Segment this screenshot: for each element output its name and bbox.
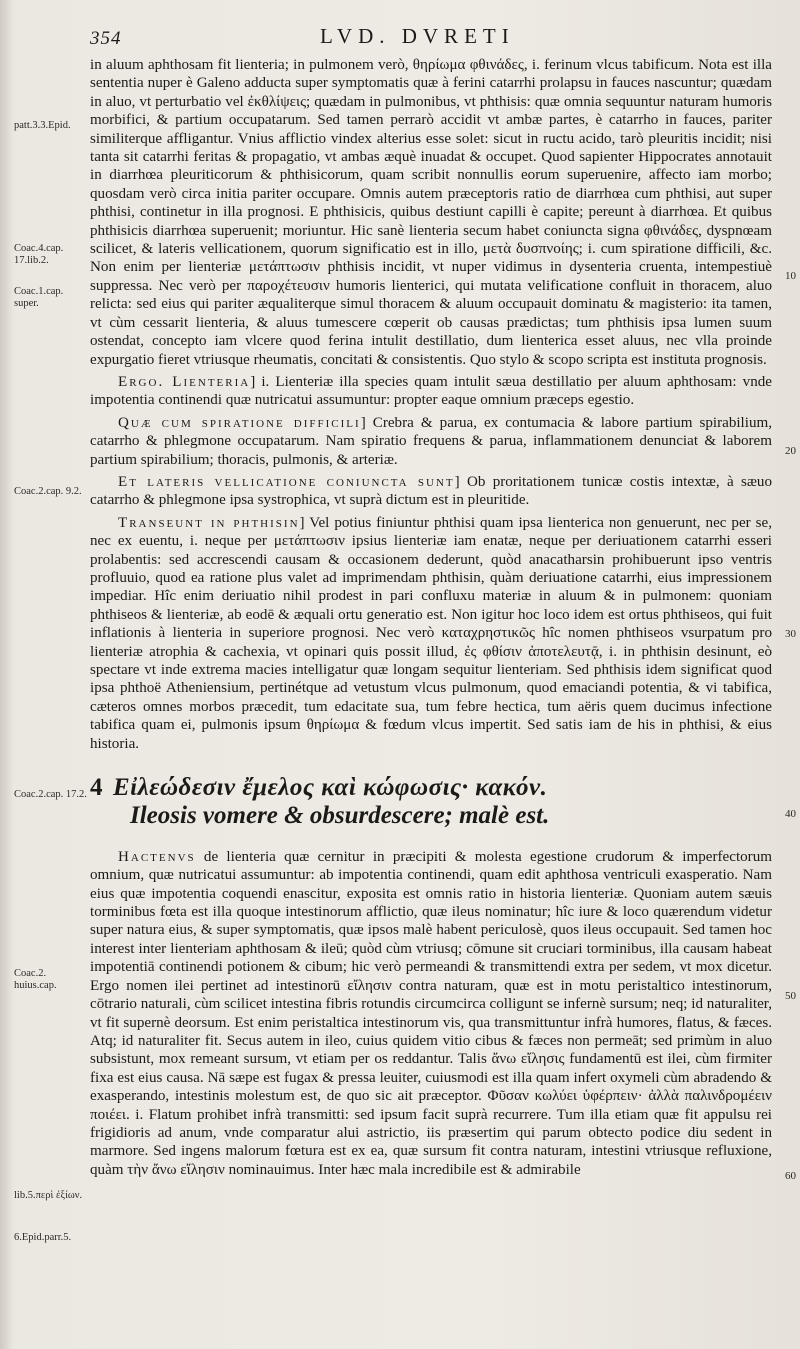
aphorism-number: 4 (90, 774, 103, 802)
margin-note: patt.3.3.Epid. (14, 120, 71, 131)
line-number: 20 (785, 445, 796, 457)
lemma: Hactenvs (118, 848, 196, 865)
line-number: 40 (785, 808, 796, 820)
paragraph (90, 514, 772, 753)
line-number: 60 (785, 1170, 796, 1182)
lemma: Quæ cum spiratione difficili (118, 414, 361, 431)
paragraph (90, 414, 772, 469)
aphorism-heading-greek (90, 774, 772, 802)
commentary: de lienteria quæ cernitur in præcipiti & molesta egestione crudorum & imperfectorum omnium, quæ nutricatui assumuntur: ab impotentia continendi, quam edit aphthosa ventriculi exasperatio. Nam eius quæ impotentia coquendi enascitur, exposita est omnis ratio in historia lienteriæ. Quoniam autem sæuis torminibus fœta est illa quoque intestinorum afflictio, quæ ileus nominatur; hîc iure & loco quærendum videtur super natura eius, & super symptomatis, quæ ipsos malè habent periculosè, quos ileus occupauit. Sed tamen hoc interest inter lienteriam aphthosam & ileū; quòd cùm vtriusq; cōmune sit cruciari torminibus, illa causam habeat impotentiā continendi potionem & cibum; hic verò permeandi & transmittendi extra per sedem, vt mox dicetur. Ergo nomen ilei pertinet ad intestinorū εἴλησιν contra naturam, quæ est in motu peristaltico intestinorum, cōtrario naturali, cùm scilicet intestina fibris rotundis circumcirca colligunt se infernè sursum; neq; id naturaliter, vt fit supernè deorsum. Est enim peristaltica intestinorum vis, qua transmittuntur infrà humores, flatus, & fæces. Atq; id naturaliter fit. Secus autem in ileo, cuius quidem vitio cibus & fæces non permeāt; sed primùm in aluo subsistunt, mox remeant sursum, vt etiam per os reddantur. Talis ἄνω εἴλησις fundamentū est ilei, cùm firmiter fixa est eius causa. Nā sæpe est fugax & pressa leuiter, cuiusmodi est illa quam infert oxymeli cùm abradendo & exasperando, intestinis molestum est, de quo sic ait præceptor. Φῦσαν κωλύει ὑφέρπειν· ἀλλὰ παλινδρομέειν ποιέει. i. Flatum prohibet infrà transmitti: sed ipsum facit suprà recurrere. Tum illa etiam quæ fit appulsu rei frigidioris ad anum, vnde comparatur alui astrictio, iis præsertim qui parum obtecto podice diu sedent in marmore. Sed ingens malorum fœtura est ex ea, quæ sursum fit contra naturam, intestini vtriusque refluxione, quàm τὴν ἄνω εἴλησιν nominauimus. Inter hæc mala incredibile est & admirabile (90, 848, 772, 1178)
paragraph: in aluum aphthosam fit lienteria; in pulmonem verò, θηρίωμα φθινάδες, i. ferinum vlcus tabificum. Nota est illa sententia nuper è Galeno adducta super symptomatis quæ à ferini catarrhi prolapsu in fauces nascuntur; quædam in aluo, vt perturbatio vel ἐκθλίψεις; quædam in pulmonibus, vt phthisis: quæ omnia sequuntur naturam humoris morbifici, & partium occupatarum. Sed tamen perrarò accidit vt ambæ partes, è catarrho in fauces, pariter similiterque affligantur. Vnius afflictio vindex alterius esse solet: sicut in ructu acido, tarò pleuritis incidit; nisi tanta sit catarrhi feritas & propagatio, vt ambas æquè inuadat & occupet. Quod sapienter Hippocrates annotauit in diarrhœa pleuriticorum & phthisicorum, quam scribit nonnullis eorum superuenire, affecto iam morbo; quosdam verò circa initia pariter occupare. Omnis autem præceptoris ratio de diarrhœa cum phthisi, aut super phthisi, continetur in illa prognosi. E phthisicis, quibus destiunt capilli è capite; pereunt à diarrhœa. Et quibus phthisicis diarrhœa superuenit; moriuntur. Hic sanè lienteria secum habet coniuncta signa φθινάδες, dyspnœam scilicet, & lateris vellicationem, quorum significatio est in illo, μετὰ δυσπνοίης; i. cum spiratione difficili, &c. Non enim per lienteriæ μετάπτωσιν phthisis incidit, vt nuper vidimus in dysenteria cruenta, intempestiuè suppressa. Nec verò per παροχέτευσιν humoris lienterici, qui mutata velificatione confluit in thoracem, aluo relicta: sed eius qui pariter æqualiterque simul thoracem & aluum occupauit dominatu & magisterio: ita tamen, vt cùm cessarit lienteria, & aluus tumescere cœperit ob causas prædictas; tum phthisis ipsa lumen suum ostendat, concepto iam vlcere quod ferina intulit destillatio, dum lienterica esset aluus, nec vlla proinde expurgatio fieret vtriusque rheumatis, concitati & consistentis. Quo stylo & scopo scripta est instituta prognosis. (90, 57, 772, 368)
margin-note: Coac.1.cap. super. (14, 286, 64, 309)
line-number: 50 (785, 990, 796, 1002)
line-number: 10 (785, 270, 796, 282)
lemma: Et lateris vellicatione coniuncta sunt (118, 473, 455, 490)
aphorism-greek-text: Εἰλεώδεσιν ἔμελος καὶ κώφωσις· κακόν. (113, 774, 548, 802)
paragraph (90, 848, 772, 1179)
paragraph (90, 373, 772, 410)
margin-note: Coac.2.cap. 17.2. (14, 789, 87, 800)
commentary: ] Vel potius finiuntur phthisi quam ipsa lienterica non genuerunt, nec per se, nec ex euentu, i. neque per μετάπτωσιν ipsius lienteriæ iam enatæ, neque per deriuationem catarrhi esseri prolabentis: sed accrescendi causam & occasionem dederunt, quòd anacatharsin prohibuerunt ipso ventris profluuio, quod ea ratione plus valet ad imprimendam phthisin, quàm deriuatione catarrhi, eius impressionem impediar. Hîc enim deriuatio nihil prodest in pari confluxu materiæ in aluum & in pulmonem: quoniam phthiseos & lienteriæ, ab eodē & æquali ortu generatio est. Non igitur hoc loco idem est ortus phthiseos, qui fuit inflationis à lienteria in superiore prognosi. Nec verò καταχρηστικῶς hîc nomen phthiseos vsurpatum pro lienteriæ atrophia & cachexia, vt opinari quis possit illud, ἐς φθίσιν ἀποτελευτᾷ, i. in phthisin desinunt, eò spectare vt inde extrema macies intelligatur quæ longam sequitur lienteriam. Sed phthisis idem significat quod ipsa phthoë Atheniensium, pertinétque ad vetustum vlcus pulmonum, quod emaciandi potentia, & vi tabifica, cæteros omnes morbos præcedit, tum edacitate sua, tum febre hectica, tum aëris quem ducimus infectione tabifica quam ei, pulmonis ipsum θηρίωμα & fœdum vlcus impertit. Sed satis iam de his in phthisi, & eius historia. (90, 514, 773, 752)
page-number: 354 (90, 28, 122, 49)
running-head: LVD. DVRETI (320, 24, 515, 48)
margin-note: Coac.2. huius.cap. (14, 968, 57, 991)
aphorism-heading-latin: Ileosis vomere & obsurdescere; malè est. (130, 802, 550, 830)
main-text (90, 56, 772, 1183)
commentary: ] Ob proritationem tunicæ costis intextæ, à sæuo catarrho & phlegmone ipsa systrophica, vt suprà dictum est in pleuritide. (90, 473, 773, 509)
commentary: ] i. Lienteriæ illa species quam intulit sæua destillatio per aluum aphthosam: vnde impotentia continendi quæ nutricatui assumuntur: propter eaque omnium præceps egestio. (90, 373, 772, 409)
commentary: ] Crebra & parua, ex contumacia & labore partium spirabilium, catarrho & phlegmone occupatarum. Nam spiratio frequens & parua, inflammationem denunciat & laborem partium spirabilium; thoracis, pulmonis, & arteriæ. (90, 414, 773, 468)
lemma: Transeunt in phthisin (118, 514, 300, 531)
lemma: Ergo. Lienteria (118, 373, 251, 390)
margin-note: 6.Epid.parr.5. (14, 1232, 72, 1243)
margin-note: lib.5.περὶ ἐξίων. (14, 1190, 83, 1201)
margin-note: Coac.2.cap. 9.2. (14, 486, 82, 497)
paragraph (90, 473, 772, 510)
line-number: 30 (785, 628, 796, 640)
margin-note: Coac.4.cap. 17.lib.2. (14, 243, 64, 266)
page-header (90, 16, 780, 54)
